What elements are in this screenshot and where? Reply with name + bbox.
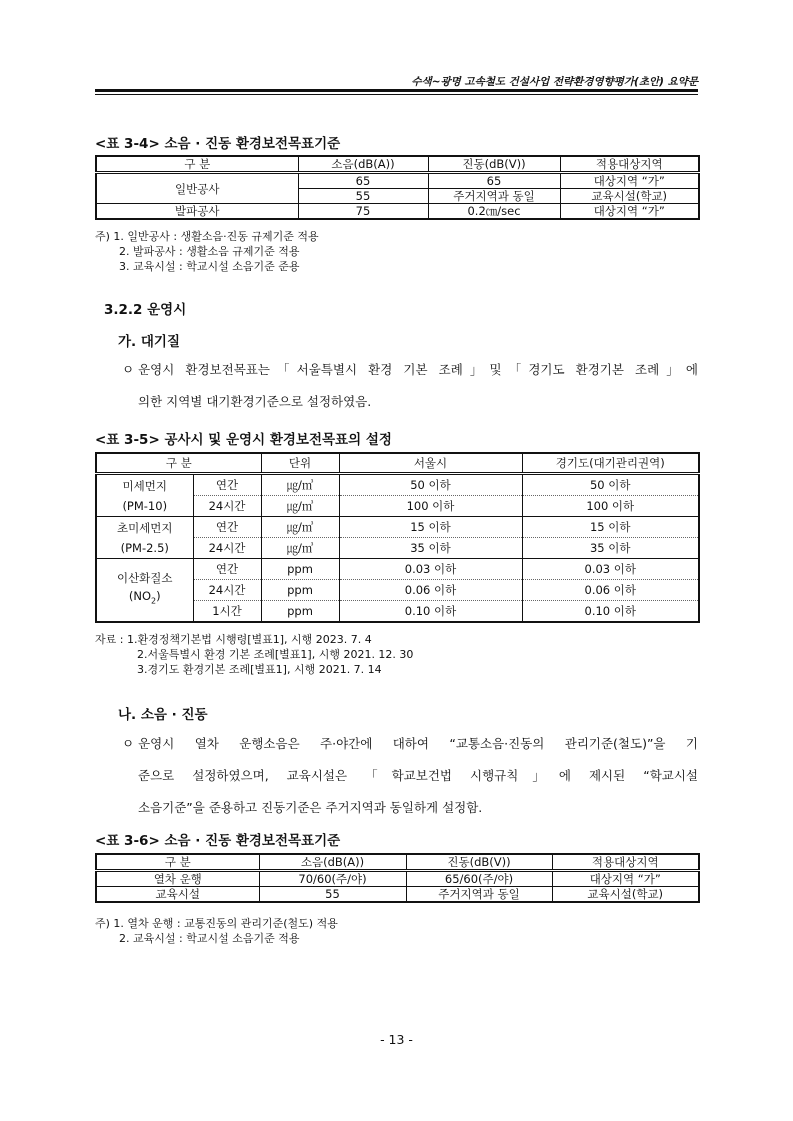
header-cell-vibration: 진동(dB(V)) <box>428 156 560 173</box>
paragraph-line: 의한 지역별 대기환경기준으로 설정하였음. <box>138 394 372 409</box>
vibration-value: 65/60(주/야) <box>406 871 552 887</box>
running-header: 수색~광명 고속철도 건설사업 전략환경영향평가(초안) 요약문 <box>411 76 698 88</box>
area-value: 대상지역 “가” <box>560 173 699 189</box>
gyeonggi-value: 0.10 이하 <box>522 601 699 623</box>
unit-cell: ㎍/㎥ <box>261 496 339 517</box>
table-header-row <box>96 453 699 474</box>
note-line: 주) 1. 일반공사 : 생활소음·진동 규제기준 적용 <box>95 230 319 243</box>
header-cell-category: 구 분 <box>96 453 261 474</box>
period-cell: 24시간 <box>193 496 261 517</box>
header-rule-thin <box>95 94 698 95</box>
area-value: 대상지역 “가” <box>560 204 699 220</box>
area-value: 교육시설(학교) <box>560 189 699 204</box>
header-cell-noise: 소음(dB(A)) <box>298 156 428 173</box>
subsection-heading-noise: 나. 소음 · 진동 <box>118 707 208 723</box>
note-line: 2. 발파공사 : 생활소음 규제기준 적용 <box>119 245 300 258</box>
pollutant-label: 초미세먼지 (PM-2.5) <box>96 517 193 559</box>
page-number: - 13 - <box>380 1032 413 1047</box>
vibration-value: 65 <box>428 173 560 189</box>
header-cell-vibration: 진동(dB(V)) <box>406 854 552 871</box>
air-quality-paragraph <box>122 354 698 418</box>
note-line: 2.서울특별시 환경 기본 조례[별표1], 시행 2021. 12. 30 <box>137 648 414 661</box>
table-header-row <box>96 854 699 871</box>
pollutant-label: 미세먼지 (PM-10) <box>96 474 193 517</box>
noise-value: 75 <box>298 204 428 220</box>
gyeonggi-value: 100 이하 <box>522 496 699 517</box>
unit-cell: ppm <box>261 559 339 580</box>
header-cell-area: 적용대상지역 <box>560 156 699 173</box>
header-cell-unit: 단위 <box>261 453 339 474</box>
vibration-value: 주거지역과 동일 <box>406 887 552 903</box>
unit-cell: ㎍/㎥ <box>261 474 339 496</box>
unit-cell: ㎍/㎥ <box>261 538 339 559</box>
subsection-heading-air: 가. 대기질 <box>118 334 180 350</box>
gyeonggi-value: 50 이하 <box>522 474 699 496</box>
unit-cell: ppm <box>261 601 339 623</box>
noise-value: 55 <box>298 189 428 204</box>
table-row <box>96 559 699 580</box>
row-label: 발파공사 <box>96 204 298 220</box>
gyeonggi-value: 35 이하 <box>522 538 699 559</box>
table-header-row <box>96 156 699 173</box>
row-label: 열차 운행 <box>96 871 259 887</box>
bullet-icon: ㅇ <box>122 362 135 377</box>
table-3-4-caption: <표 3-4> 소음 · 진동 환경보전목표기준 <box>95 136 341 152</box>
table-3-4 <box>95 155 700 220</box>
seoul-value: 0.03 이하 <box>339 559 522 580</box>
period-cell: 연간 <box>193 559 261 580</box>
seoul-value: 50 이하 <box>339 474 522 496</box>
unit-cell: ppm <box>261 580 339 601</box>
note-line: 주) 1. 열차 운행 : 교통진동의 관리기준(철도) 적용 <box>95 917 338 930</box>
table-row <box>96 871 699 887</box>
header-cell-category: 구 분 <box>96 854 259 871</box>
header-cell-seoul: 서울시 <box>339 453 522 474</box>
area-value: 교육시설(학교) <box>552 887 699 903</box>
gyeonggi-value: 0.06 이하 <box>522 580 699 601</box>
table-row <box>96 474 699 496</box>
table-3-6-caption: <표 3-6> 소음 · 진동 환경보전목표기준 <box>95 833 341 849</box>
gyeonggi-value: 0.03 이하 <box>522 559 699 580</box>
table-row <box>96 204 699 220</box>
noise-value: 55 <box>259 887 406 903</box>
seoul-value: 0.06 이하 <box>339 580 522 601</box>
noise-value: 65 <box>298 173 428 189</box>
note-line: 3.경기도 환경기본 조례[별표1], 시행 2021. 7. 14 <box>137 663 382 676</box>
gyeonggi-value: 15 이하 <box>522 517 699 538</box>
seoul-value: 35 이하 <box>339 538 522 559</box>
pollutant-label: 이산화질소 $(NO_2)$ <box>96 559 193 623</box>
seoul-value: 0.10 이하 <box>339 601 522 623</box>
noise-paragraph <box>122 728 698 824</box>
table-3-5-caption: <표 3-5> 공사시 및 운영시 환경보전목표의 설정 <box>95 432 392 448</box>
note-line: 2. 교육시설 : 학교시설 소음기준 적용 <box>119 932 300 945</box>
table-3-5-source-notes <box>95 632 413 677</box>
period-cell: 24시간 <box>193 538 261 559</box>
row-label: 교육시설 <box>96 887 259 903</box>
paragraph-line: 준으로 설정하였으며, 교육시설은 「학교보건법 시행규칙」에 제시된 “학교시설 <box>138 768 698 783</box>
table-3-6-notes <box>95 916 338 946</box>
area-value: 대상지역 “가” <box>552 871 699 887</box>
header-cell-gyeonggi: 경기도(대기관리권역) <box>522 453 699 474</box>
table-3-6 <box>95 853 700 903</box>
noise-value: 70/60(주/야) <box>259 871 406 887</box>
header-rule <box>95 89 698 92</box>
row-label: 일반공사 <box>96 173 298 204</box>
note-line: 자료 : 1.환경정책기본법 시행령[별표1], 시행 2023. 7. 4 <box>95 633 372 646</box>
period-cell: 연간 <box>193 517 261 538</box>
table-row <box>96 173 699 189</box>
table-3-4-notes <box>95 229 319 274</box>
header-cell-category: 구 분 <box>96 156 298 173</box>
table-3-5 <box>95 452 700 623</box>
period-cell: 24시간 <box>193 580 261 601</box>
period-cell: 1시간 <box>193 601 261 623</box>
vibration-value: 0.2㎝/sec <box>428 204 560 220</box>
header-cell-area: 적용대상지역 <box>552 854 699 871</box>
header-cell-noise: 소음(dB(A)) <box>259 854 406 871</box>
seoul-value: 100 이하 <box>339 496 522 517</box>
table-row <box>96 517 699 538</box>
paragraph-line: 소음기준”을 준용하고 진동기준은 주거지역과 동일하게 설정함. <box>138 800 483 815</box>
vibration-value: 주거지역과 동일 <box>428 189 560 204</box>
period-cell: 연간 <box>193 474 261 496</box>
table-row <box>96 887 699 903</box>
seoul-value: 15 이하 <box>339 517 522 538</box>
note-line: 3. 교육시설 : 학교시설 소음기준 준용 <box>119 260 300 273</box>
section-heading: 3.2.2 운영시 <box>104 302 187 318</box>
paragraph-line: ㅇ 운영시 환경보전목표는「서울특별시 환경 기본 조례」및「경기도 환경기본 조례」에 <box>122 362 698 377</box>
paragraph-line: ㅇ 운영시 열차 운행소음은 주·야간에 대하여 “교통소음·진동의 관리기준(철도)”을 기 <box>122 736 698 751</box>
unit-cell: ㎍/㎥ <box>261 517 339 538</box>
bullet-icon: ㅇ <box>122 736 135 751</box>
